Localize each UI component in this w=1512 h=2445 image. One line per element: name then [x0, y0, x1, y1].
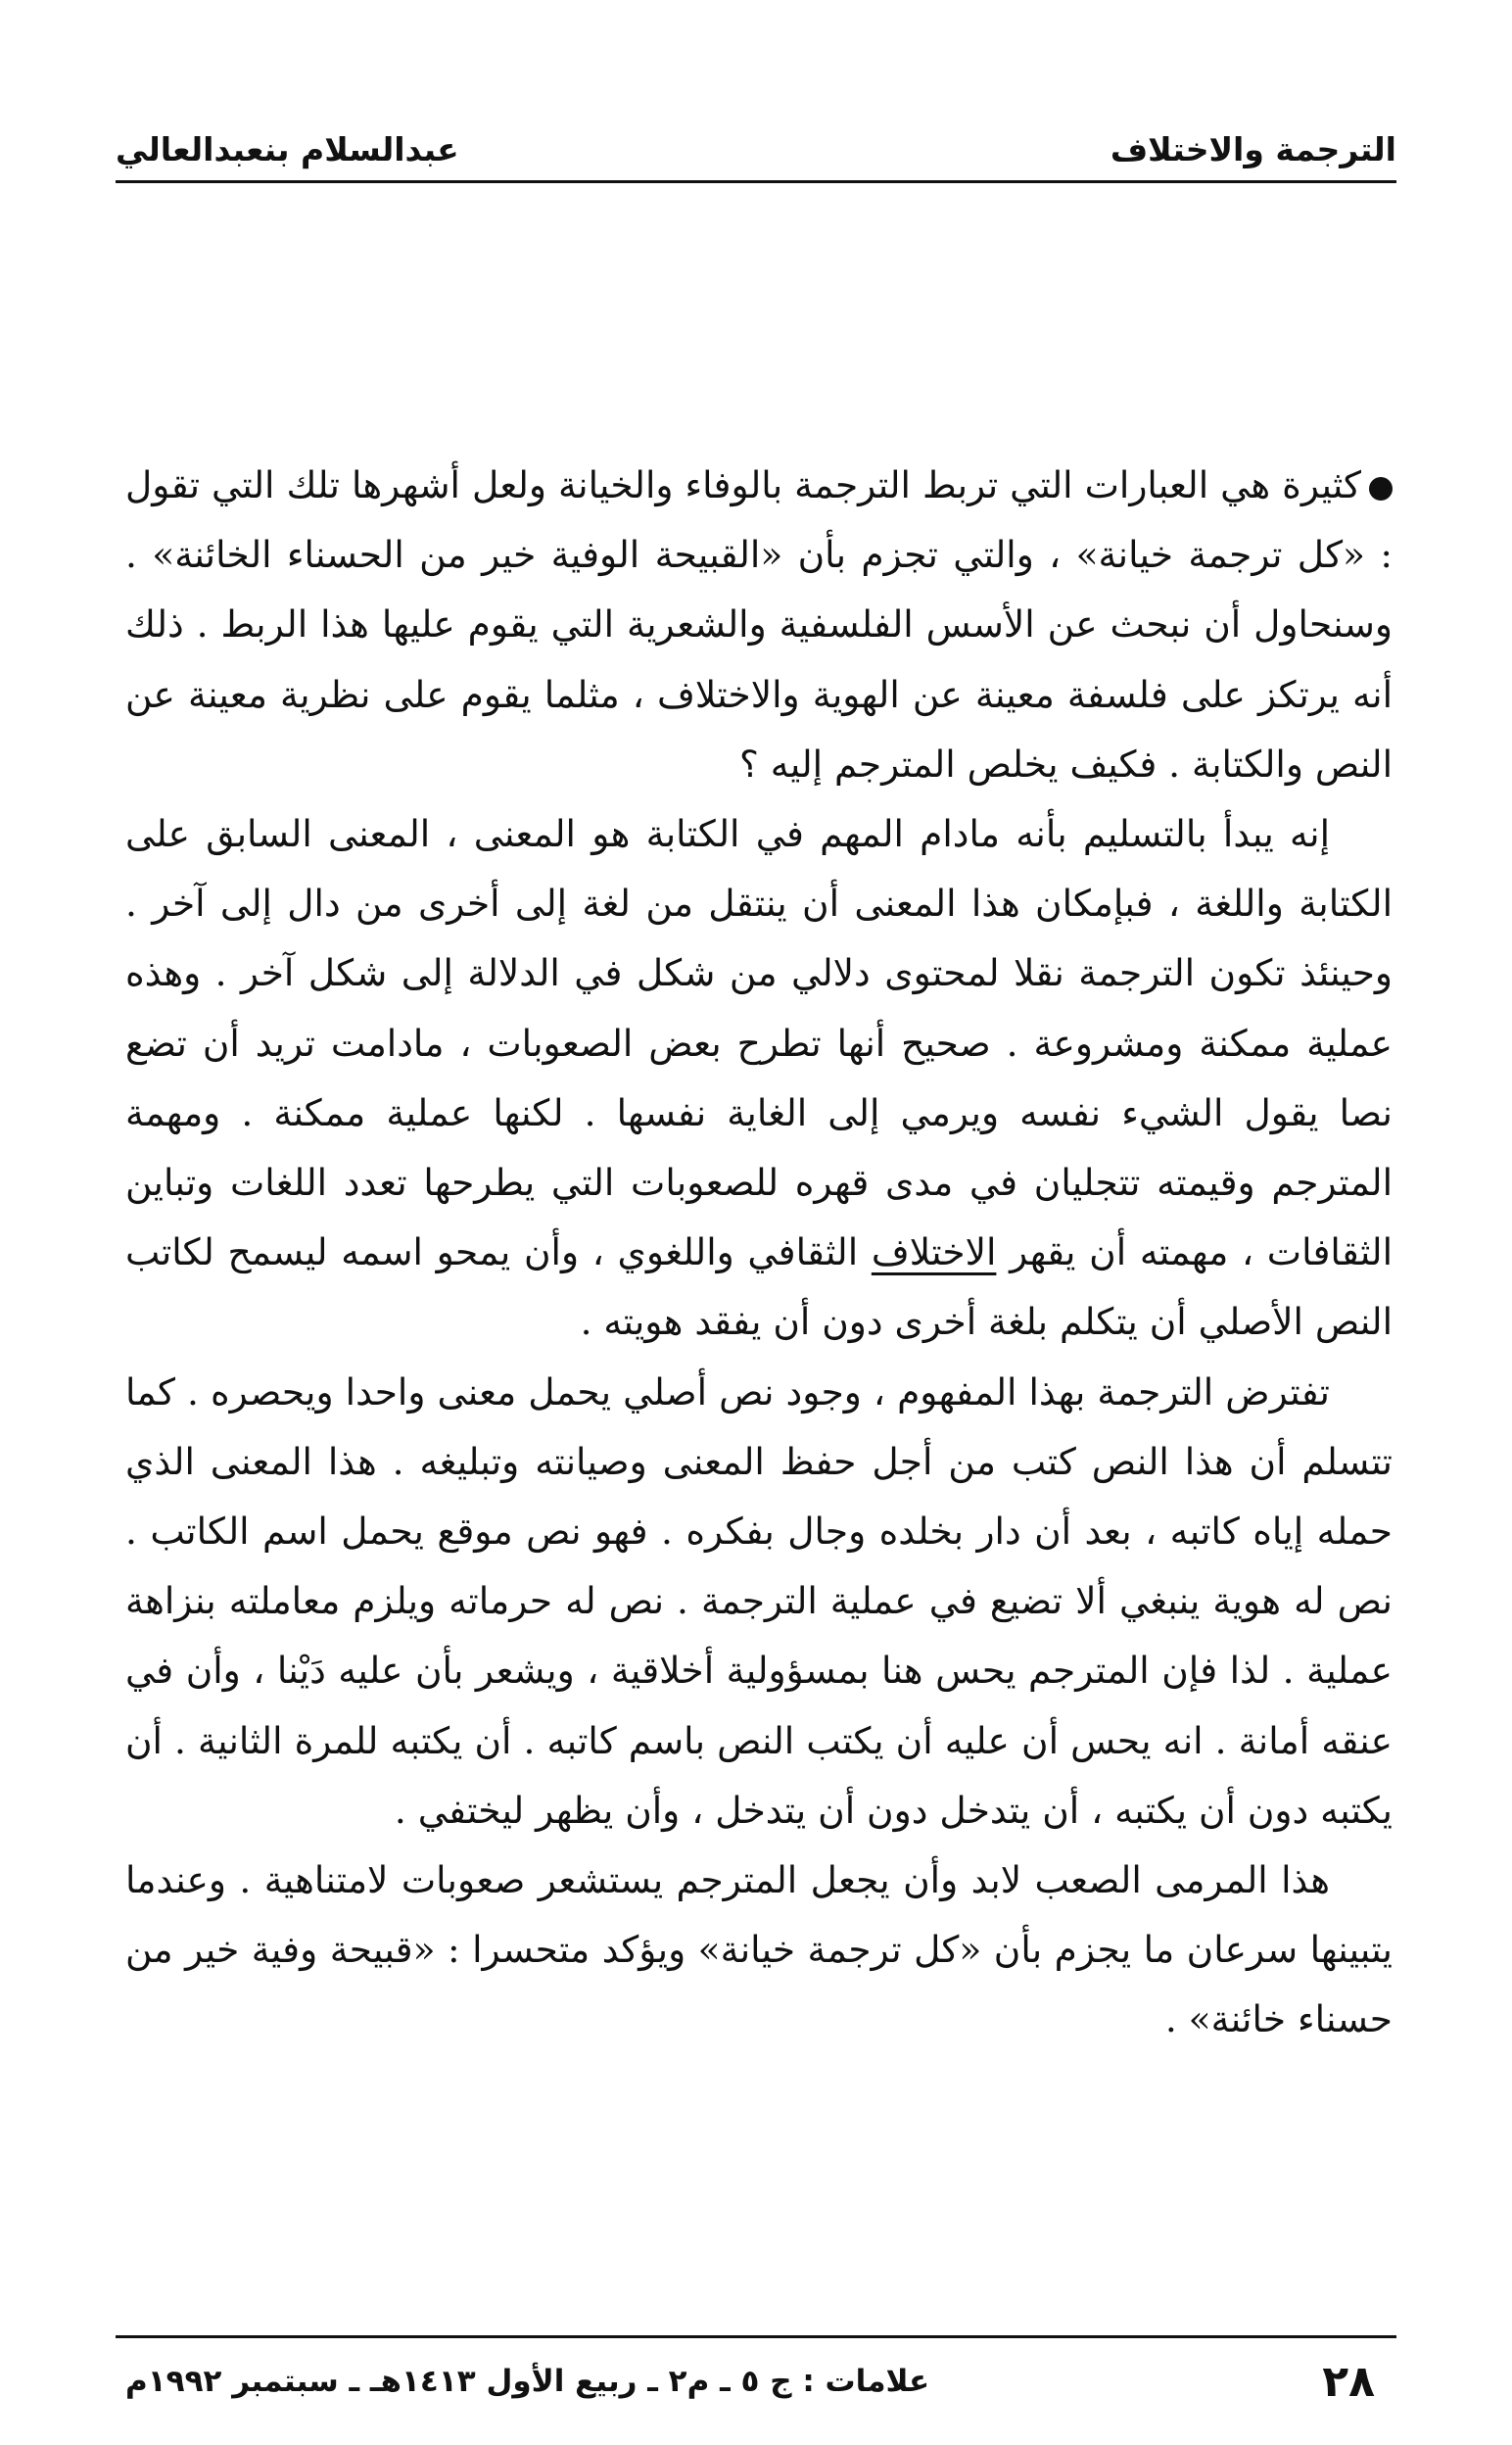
paragraph-2 — [125, 799, 1393, 1358]
paragraph-2-text-after: الثقافي واللغوي ، وأن يمحو اسمه ليسمح لكاتب النص الأصلي أن يتكلم بلغة أخرى دون أن يفقد هويته . — [125, 1230, 1393, 1344]
running-head-author: عبدالسلام بنعبدالعالي — [116, 130, 459, 168]
paragraph-3: تفترض الترجمة بهذا المفهوم ، وجود نص أصلي يحمل معنى واحدا ويحصره . كما تتسلم أن هذا النص كتب من أجل حفظ المعنى وصيانته وتبليغه . هذا المعنى الذي حمله إياه كاتبه ، بعد أن دار بخلده وجال بفكره . فهو نص موقع يحمل اسم الكاتب . نص له هوية ينبغي ألا تضيع في عملية الترجمة . نص له حرماته ويلزم معاملته بنزاهة عملية . لذا فإن المترجم يحس هنا بمسؤولية أخلاقية ، ويشعر بأن عليه دَيْنا ، وأن في عنقه أمانة . انه يحس أن عليه أن يكتب النص باسم كاتبه . أن يكتبه للمرة الثانية . أن يكتبه دون أن يكتبه ، أن يتدخل دون أن يتدخل ، وأن يظهر ليختفي . — [125, 1369, 1393, 1832]
paragraph-2-text-before: إنه يبدأ بالتسليم بأنه مادام المهم في الكتابة هو المعنى ، المعنى السابق على الكتابة واللغة ، فبإمكان هذا المعنى أن ينتقل من لغة إلى أخرى من دال إلى آخر . وحينئذ تكون الترجمة نقلا لمحتوى دلالي من شكل في الدلالة إلى شكل آخر . وهذه عملية ممكنة ومشروعة . صحيح أنها تطرح بعض الصعوبات ، مادامت تريد أن تضع نصا يقول الشيء نفسه ويرمي إلى الغاية نفسها . لكنها عملية ممكنة . ومهمة المترجم وقيمته تتجليان في مدى قهره للصعوبات التي يطرحها تعدد اللغات وتباين الثقافات ، مهمته أن يقهر — [125, 812, 1393, 1274]
bullet-icon — [1369, 477, 1393, 501]
paragraph-4: هذا المرمى الصعب لابد وأن يجعل المترجم يستشعر صعوبات لامتناهية . وعندما يتبينها سرعان ما يجزم بأن «كل ترجمة خيانة» ويؤكد متحسرا : «قبيحة وفية خير من حسناء خائنة» . — [125, 1858, 1393, 2041]
article-body — [125, 451, 1393, 2055]
running-head — [116, 110, 1396, 168]
paragraph-1 — [125, 451, 1393, 799]
underlined-word: الاختلاف — [871, 1230, 997, 1274]
page-footer — [125, 2347, 1375, 2416]
header-rule — [116, 180, 1396, 183]
footer-rule — [116, 2335, 1396, 2338]
journal-info: علامات : ج ٥ ـ م٢ ـ ربيع الأول ١٤١٣هـ ـ سبتمبر ١٩٩٢م — [125, 2364, 930, 2399]
paragraph-1-text: كثيرة هي العبارات التي تربط الترجمة بالوفاء والخيانة ولعل أشهرها تلك التي تقول : «كل ترجمة خيانة» ، والتي تجزم بأن «القبيحة الوفية خير من الحسناء الخائنة» . وسنحاول أن نبحث عن الأسس الفلسفية والشعرية التي يقوم عليها هذا الربط . ذلك أنه يرتكز على فلسفة معينة عن الهوية والاختلاف ، مثلما يقوم على نظرية معينة عن النص والكتابة . فكيف يخلص المترجم إليه ؟ — [125, 463, 1393, 786]
page-number: ٢٨ — [1322, 2356, 1375, 2407]
running-head-title: الترجمة والاختلاف — [1110, 130, 1396, 168]
